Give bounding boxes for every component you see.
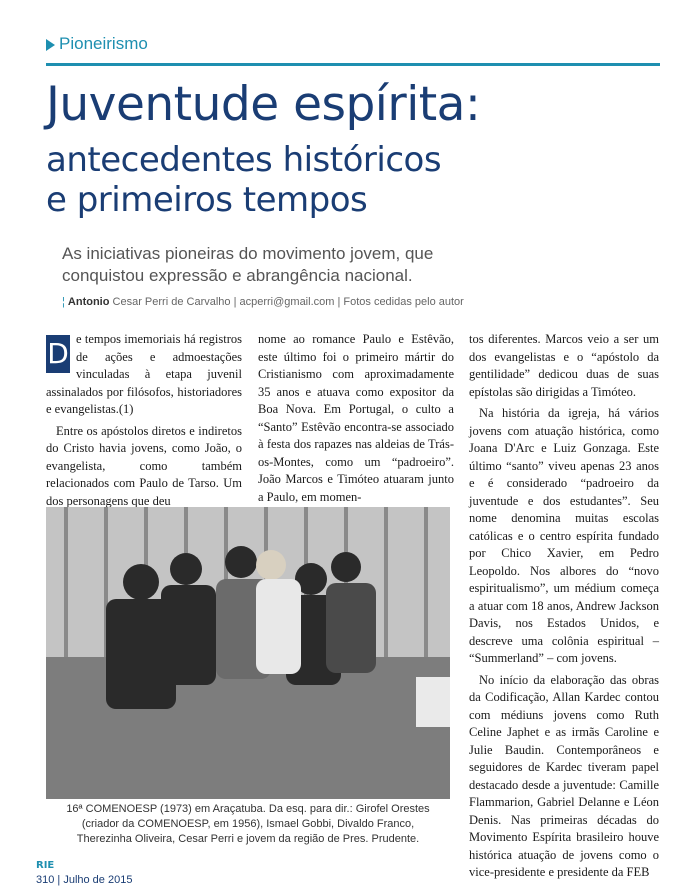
photo-caption xyxy=(46,802,450,847)
article-title: Juventude espírita: xyxy=(46,77,481,132)
column-3 xyxy=(469,331,659,879)
paragraph: Na história da igreja, há vários jovens com atuação histórica, como Joana D'Arc e Luiz Gonzaga. Este último “santo” viveu apenas 23 anos e é considerado “padroeiro da juventude e dos estudantes”. Seu nome denomina muitas escolas católicas e o centro espírita fundado por Chico Xavier, em Pedro Leopoldo. Nos albores do “novo espiritualismo”, um médium começa a atuar com 18 anos, Andrew Jackson Davis, nos Estados Unidos, e descreve uma colônia espiritual – “Summerland” – com jovens. xyxy=(469,406,659,665)
dropcap: D xyxy=(46,335,70,373)
arrow-icon xyxy=(46,39,55,51)
author-first-name: Antonio xyxy=(67,296,110,308)
article-subtitle: As iniciativas pioneiras do movimento jovem, que conquistou expressão e abrangência nacional. xyxy=(62,244,434,285)
magazine-logo: RIE xyxy=(36,860,55,871)
paragraph: nome ao romance Paulo e Estêvão, este último foi o primeiro mártir do Cristianismo com aproximadamente 35 anos e atuava como expositor da Boa Nova. Em Portugal, o culto a “Santo” Estêvão encontra-se associado à festa dos rapazes nas aldeias de Trás-os-Montes, como um “padroeiro”. João Marcos e Timóteo atuaram junto a Paulo, em momen- xyxy=(258,332,454,504)
column-2 xyxy=(258,331,454,510)
paragraph: Entre os apóstolos diretos e indiretos do Cristo havia jovens, como João, o evangelista, como também relacionados com Paulo de Tarso. Um dos personagens que deu xyxy=(46,423,242,508)
caption-line: (criador da COMENOESP, em 1956), Ismael Gobbi, Divaldo Franco, xyxy=(81,818,415,830)
section-label-text: Pioneirismo xyxy=(59,34,148,53)
paragraph: No início da elaboração das obras da Codificação, Allan Kardec contou com médiuns jovens como Ruth Celine Japhet e as irmãs Caroline e Julie Baudin. Contemporâneos e seguidores de Kardec tiveram papel destacado desde a juventude: Camille Flammarion, Gabriel Delanne e Léon Denis. Nas primeiras décadas do Movimento Espírita brasileiro houve histórica atuação de jovens como o vice-presidente e presidente da FEB xyxy=(469,672,659,879)
column-1 xyxy=(46,331,242,514)
paragraph: tos diferentes. Marcos veio a ser um dos evangelistas e o “apóstolo da gentilidade” dedicou duas de suas epístolas são dirigidas a Timóteo. xyxy=(469,332,659,399)
group-photo xyxy=(46,507,450,799)
caption-line: Therezinha Oliveira, Cesar Perri e jovem da região de Pres. Prudente. xyxy=(76,833,420,845)
title-sub-line-2: e primeiros tempos xyxy=(46,180,368,220)
header-rule xyxy=(46,63,660,66)
page-footer: 310 | Julho de 2015 xyxy=(36,874,133,886)
title-sub-line-1: antecedentes históricos xyxy=(46,140,442,180)
byline: ¦ Antonio Cesar Perri de Carvalho | acperri@gmail.com | Fotos cedidas pelo autor xyxy=(62,296,464,308)
article-title-sub xyxy=(46,140,646,220)
paragraph xyxy=(46,331,242,419)
section-label xyxy=(46,34,148,54)
caption-line: 16ª COMENOESP (1973) em Araçatuba. Da esq. para dir.: Girofel Orestes xyxy=(66,803,430,815)
byline-rest: Cesar Perri de Carvalho | acperri@gmail.com | Fotos cedidas pelo autor xyxy=(112,296,464,308)
paragraph-text: e tempos imemoriais há registros de ações e admoestações vinculadas à etapa juvenil assinalados por filósofos, historiadores e evangelistas.(1) xyxy=(46,332,242,416)
photo-illustration xyxy=(46,507,450,799)
